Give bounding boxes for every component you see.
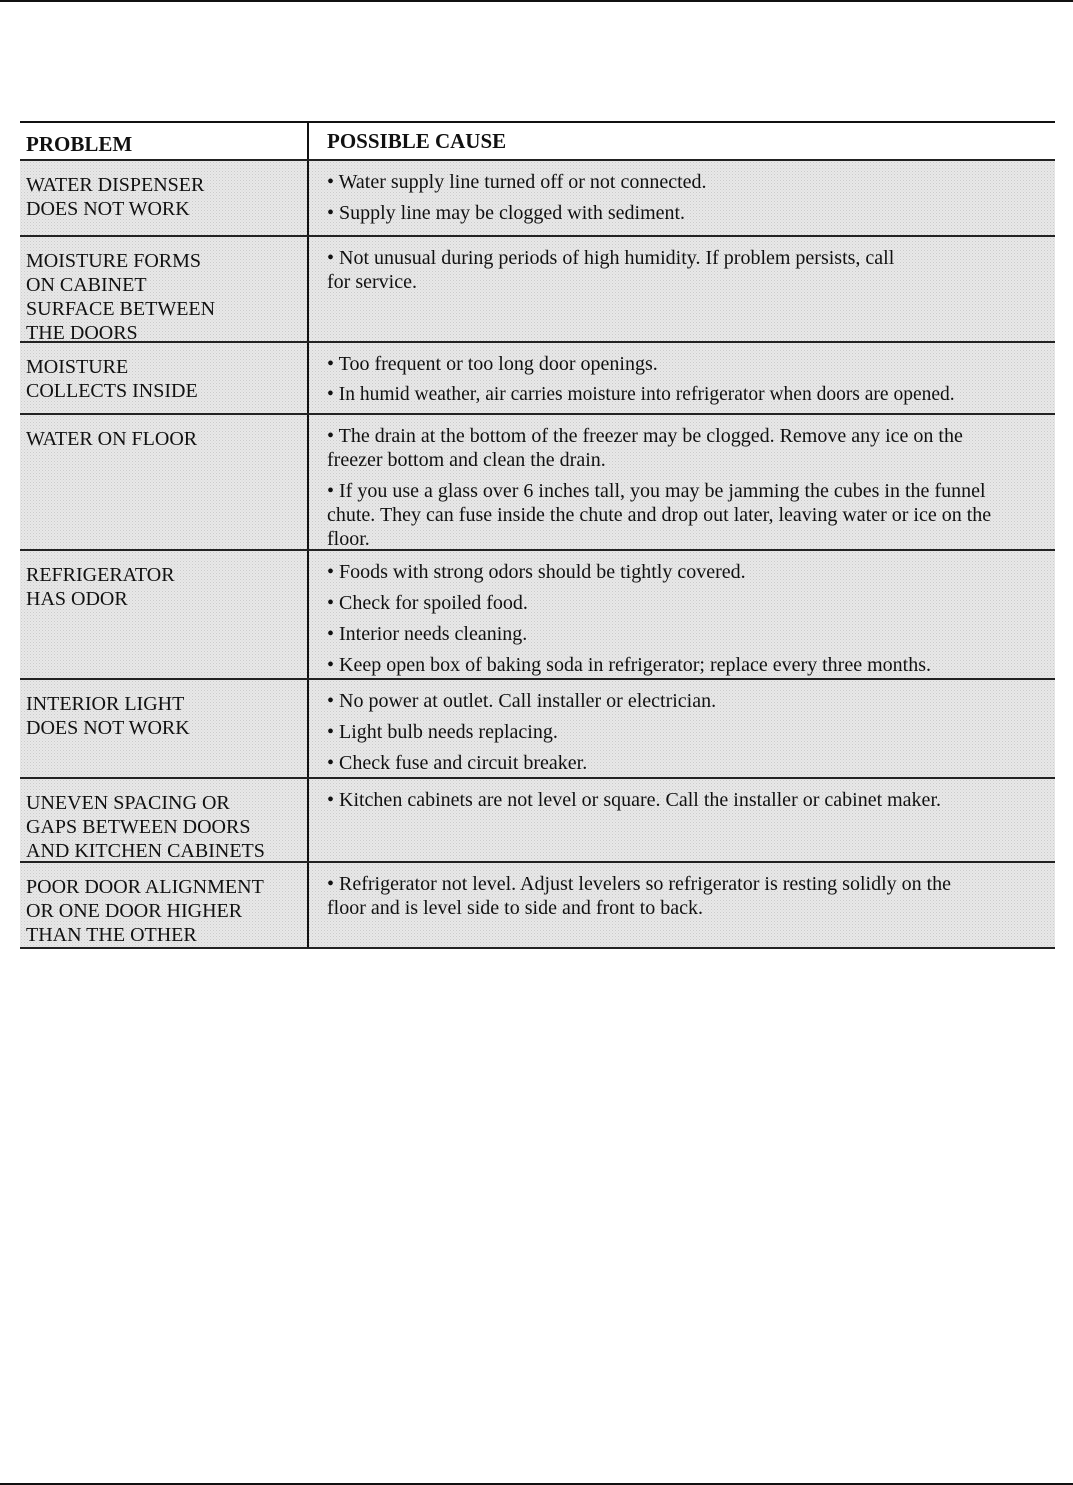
cause-item: • Kitchen cabinets are not level or square. Call the installer or cabinet maker. [327, 789, 941, 811]
cause-item: • Not unusual during periods of high humidity. If problem persists, call for service. [327, 247, 895, 293]
cause-item: • In humid weather, air carries moisture into refrigerator when doors are opened. [327, 384, 955, 405]
table-row [20, 549, 1055, 678]
table-header [20, 123, 1055, 159]
problem-text: POOR DOOR ALIGNMENT OR ONE DOOR HIGHER THAN THE OTHER [26, 876, 264, 946]
cause-item: • Keep open box of baking soda in refrigerator; replace every three months. [327, 654, 931, 676]
table-row [20, 861, 1055, 949]
cause-item: • Check fuse and circuit breaker. [327, 752, 588, 774]
cause-cell [309, 680, 1055, 777]
problem-text: MOISTURE COLLECTS INSIDE [26, 356, 198, 402]
cause-item: • Light bulb needs replacing. [327, 721, 558, 743]
table-row [20, 159, 1055, 235]
problem-text: WATER ON FLOOR [26, 428, 198, 450]
problem-cell [20, 863, 309, 947]
table-row [20, 341, 1055, 413]
problem-cell [20, 343, 309, 413]
cause-item: • The drain at the bottom of the freezer may be clogged. Remove any ice on the freezer bottom and clean the drain. [327, 425, 963, 471]
table-row [20, 413, 1055, 549]
cause-item: • Supply line may be clogged with sediment. [327, 202, 686, 224]
problem-cell [20, 415, 309, 549]
cause-cell [309, 237, 1055, 341]
header-problem: PROBLEM [20, 123, 309, 159]
cause-cell [309, 161, 1055, 235]
problem-text: INTERIOR LIGHT DOES NOT WORK [26, 693, 190, 739]
cause-item: • If you use a glass over 6 inches tall, you may be jamming the cubes in the funnel chute. They can fuse inside the chute and drop out later, leaving water or ice on the floor. [327, 480, 992, 550]
top-rule [0, 0, 1073, 2]
problem-cell [20, 680, 309, 777]
troubleshooting-table [20, 121, 1055, 949]
cause-item: • Interior needs cleaning. [327, 623, 528, 645]
cause-item: • Refrigerator not level. Adjust levelers so refrigerator is resting solidly on the floor and is level side to side and front to back. [327, 873, 952, 919]
problem-cell [20, 551, 309, 678]
header-possible-cause: POSSIBLE CAUSE [327, 129, 507, 153]
cause-item: • Foods with strong odors should be tightly covered. [327, 561, 746, 583]
problem-cell [20, 779, 309, 861]
cause-item: • No power at outlet. Call installer or electrician. [327, 690, 717, 712]
problem-cell [20, 161, 309, 235]
table-row [20, 235, 1055, 344]
problem-text: MOISTURE FORMS ON CABINET SURFACE BETWEEN THE DOORS [26, 250, 216, 344]
problem-cell [20, 237, 309, 344]
cause-cell [309, 343, 1055, 413]
cause-item: • Too frequent or too long door openings. [327, 353, 658, 375]
cause-cell [309, 415, 1055, 549]
table-row [20, 777, 1055, 861]
cause-item: • Check for spoiled food. [327, 592, 528, 614]
cause-cell [309, 779, 1055, 861]
cause-item: • Water supply line turned off or not connected. [327, 171, 707, 193]
table-row [20, 678, 1055, 777]
problem-text: WATER DISPENSER DOES NOT WORK [26, 174, 205, 220]
cause-cell [309, 863, 1055, 947]
cause-cell [309, 551, 1055, 678]
problem-text: UNEVEN SPACING OR GAPS BETWEEN DOORS AND KITCHEN CABINETS [26, 792, 265, 862]
problem-text: REFRIGERATOR HAS ODOR [26, 564, 175, 610]
